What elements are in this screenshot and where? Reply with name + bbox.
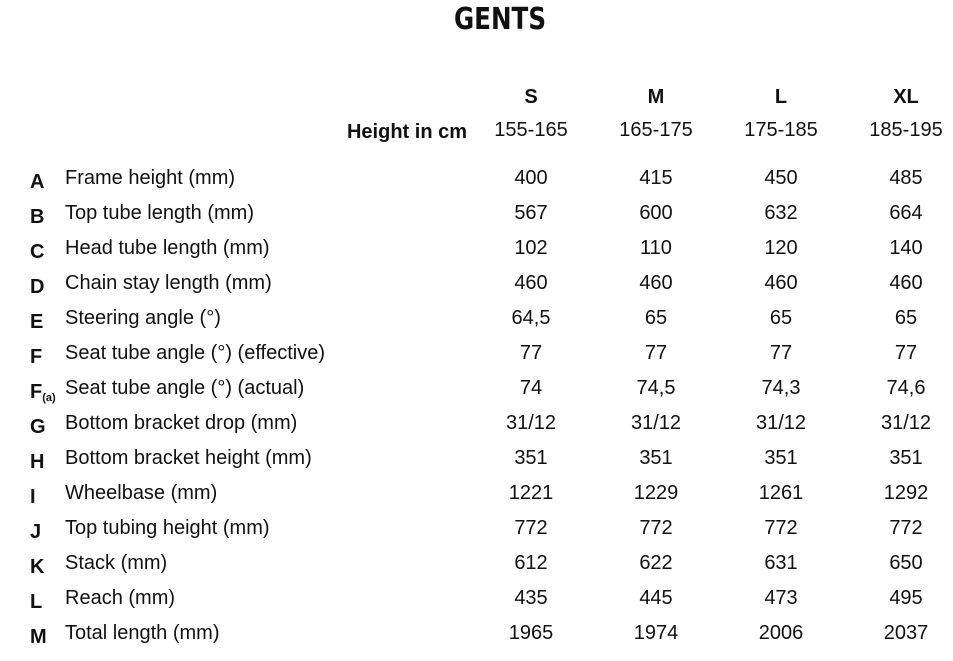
table-row [0, 622, 953, 657]
row-label: Reach (mm) [65, 587, 176, 609]
row-value: 74 [519, 377, 543, 399]
row-value: 772 [764, 517, 798, 539]
height-label: Height in cm [346, 121, 467, 143]
row-letter [30, 311, 43, 334]
row-value: 74,5 [636, 377, 676, 399]
row-letter-text: K [30, 556, 45, 578]
table-row [0, 447, 953, 482]
row-label: Bottom bracket drop (mm) [65, 412, 298, 434]
row-label: Seat tube angle (°) (actual) [65, 377, 305, 399]
row-value: 140 [889, 237, 923, 259]
row-value: 622 [639, 552, 673, 574]
row-letter-text: F [30, 346, 43, 368]
row-value: 31/12 [505, 412, 557, 434]
row-letter [30, 276, 44, 299]
row-value: 351 [514, 447, 548, 469]
row-value: 400 [514, 167, 548, 189]
row-label: Wheelbase (mm) [65, 482, 218, 504]
height-range-s: 155-165 [494, 119, 568, 141]
row-letter-text: M [30, 626, 47, 648]
row-value: 351 [639, 447, 673, 469]
row-label: Total length (mm) [65, 622, 220, 644]
table-row [0, 272, 953, 307]
row-value: 31/12 [630, 412, 682, 434]
row-value: 460 [514, 272, 548, 294]
row-letter-text: D [30, 276, 45, 298]
row-letter-text: I [30, 486, 36, 508]
row-value: 632 [764, 202, 798, 224]
row-label: Bottom bracket height (mm) [65, 447, 312, 469]
row-letter-text: G [30, 416, 46, 438]
row-value: 450 [764, 167, 798, 189]
row-value: 460 [764, 272, 798, 294]
row-value: 74,3 [761, 377, 801, 399]
row-letter [30, 521, 41, 544]
row-letter-text: E [30, 311, 44, 333]
row-value: 1974 [633, 622, 679, 644]
size-header-l: L [774, 86, 788, 108]
row-value: 102 [514, 237, 548, 259]
height-range-xl: 185-195 [869, 119, 943, 141]
row-letter-text: A [30, 171, 45, 193]
row-letter-text: J [30, 521, 42, 543]
row-value: 435 [514, 587, 548, 609]
size-header-s: S [524, 86, 538, 108]
size-header-m: M [647, 86, 665, 108]
row-letter [30, 206, 44, 229]
table-row [0, 517, 953, 552]
height-range-m: 165-175 [619, 119, 693, 141]
table-row [0, 552, 953, 587]
height-range-l: 175-185 [744, 119, 818, 141]
table-row [0, 342, 953, 377]
row-value: 77 [644, 342, 668, 364]
row-label: Head tube length (mm) [65, 237, 270, 259]
row-letter-text: H [30, 451, 45, 473]
row-label: Seat tube angle (°) (effective) [65, 342, 325, 364]
row-value: 650 [889, 552, 923, 574]
table-row [0, 377, 953, 412]
row-letter [30, 556, 44, 579]
row-value: 74,6 [886, 377, 926, 399]
row-letter [30, 591, 42, 614]
row-value: 1221 [508, 482, 554, 504]
row-letter [30, 381, 56, 404]
row-value: 77 [769, 342, 793, 364]
row-value: 31/12 [880, 412, 932, 434]
row-value: 351 [889, 447, 923, 469]
row-label: Top tube length (mm) [65, 202, 254, 224]
row-letter [30, 241, 44, 264]
size-header-xl: XL [893, 86, 919, 108]
row-letter [30, 486, 36, 509]
table-row [0, 307, 953, 342]
table-row [0, 237, 953, 272]
row-letter-text: C [30, 241, 45, 263]
row-value: 772 [639, 517, 673, 539]
row-value: 110 [640, 237, 672, 259]
row-label: Chain stay length (mm) [65, 272, 272, 294]
row-value: 415 [639, 167, 673, 189]
row-value: 612 [514, 552, 548, 574]
table-row [0, 482, 953, 517]
row-value: 2037 [883, 622, 929, 644]
page-title: GENTS [453, 2, 547, 37]
row-value: 77 [894, 342, 918, 364]
row-value: 64,5 [511, 307, 551, 329]
row-value: 460 [639, 272, 673, 294]
row-value: 664 [889, 202, 923, 224]
table-row [0, 587, 953, 622]
row-letter [30, 451, 44, 474]
row-letter [30, 416, 46, 439]
row-value: 460 [889, 272, 923, 294]
table-row [0, 167, 953, 202]
table-row [0, 202, 953, 237]
row-label: Steering angle (°) [65, 307, 221, 329]
row-value: 31/12 [755, 412, 807, 434]
row-value: 1292 [883, 482, 929, 504]
row-value: 1229 [633, 482, 679, 504]
row-value: 631 [764, 552, 798, 574]
row-value: 772 [514, 517, 548, 539]
row-value: 567 [514, 202, 548, 224]
row-value: 473 [764, 587, 798, 609]
row-label: Stack (mm) [65, 552, 168, 574]
row-label: Top tubing height (mm) [65, 517, 270, 539]
row-value: 65 [769, 307, 793, 329]
row-value: 2006 [758, 622, 804, 644]
row-value: 495 [889, 587, 923, 609]
row-letter-text: B [30, 206, 45, 228]
row-letter [30, 171, 44, 194]
row-value: 600 [639, 202, 673, 224]
row-letter-text: L [30, 591, 43, 613]
row-value: 77 [519, 342, 543, 364]
row-value: 120 [764, 237, 798, 259]
row-letter [30, 626, 47, 649]
row-letter-subscript: (a) [42, 392, 56, 404]
row-value: 65 [644, 307, 668, 329]
row-value: 1965 [508, 622, 554, 644]
row-letter [30, 346, 42, 369]
row-label: Frame height (mm) [65, 167, 236, 189]
row-value: 1261 [758, 482, 804, 504]
table-row [0, 412, 953, 447]
row-value: 445 [639, 587, 673, 609]
row-value: 351 [764, 447, 798, 469]
row-letter-text: F [30, 381, 43, 403]
row-value: 485 [889, 167, 923, 189]
row-value: 772 [889, 517, 923, 539]
row-value: 65 [894, 307, 918, 329]
